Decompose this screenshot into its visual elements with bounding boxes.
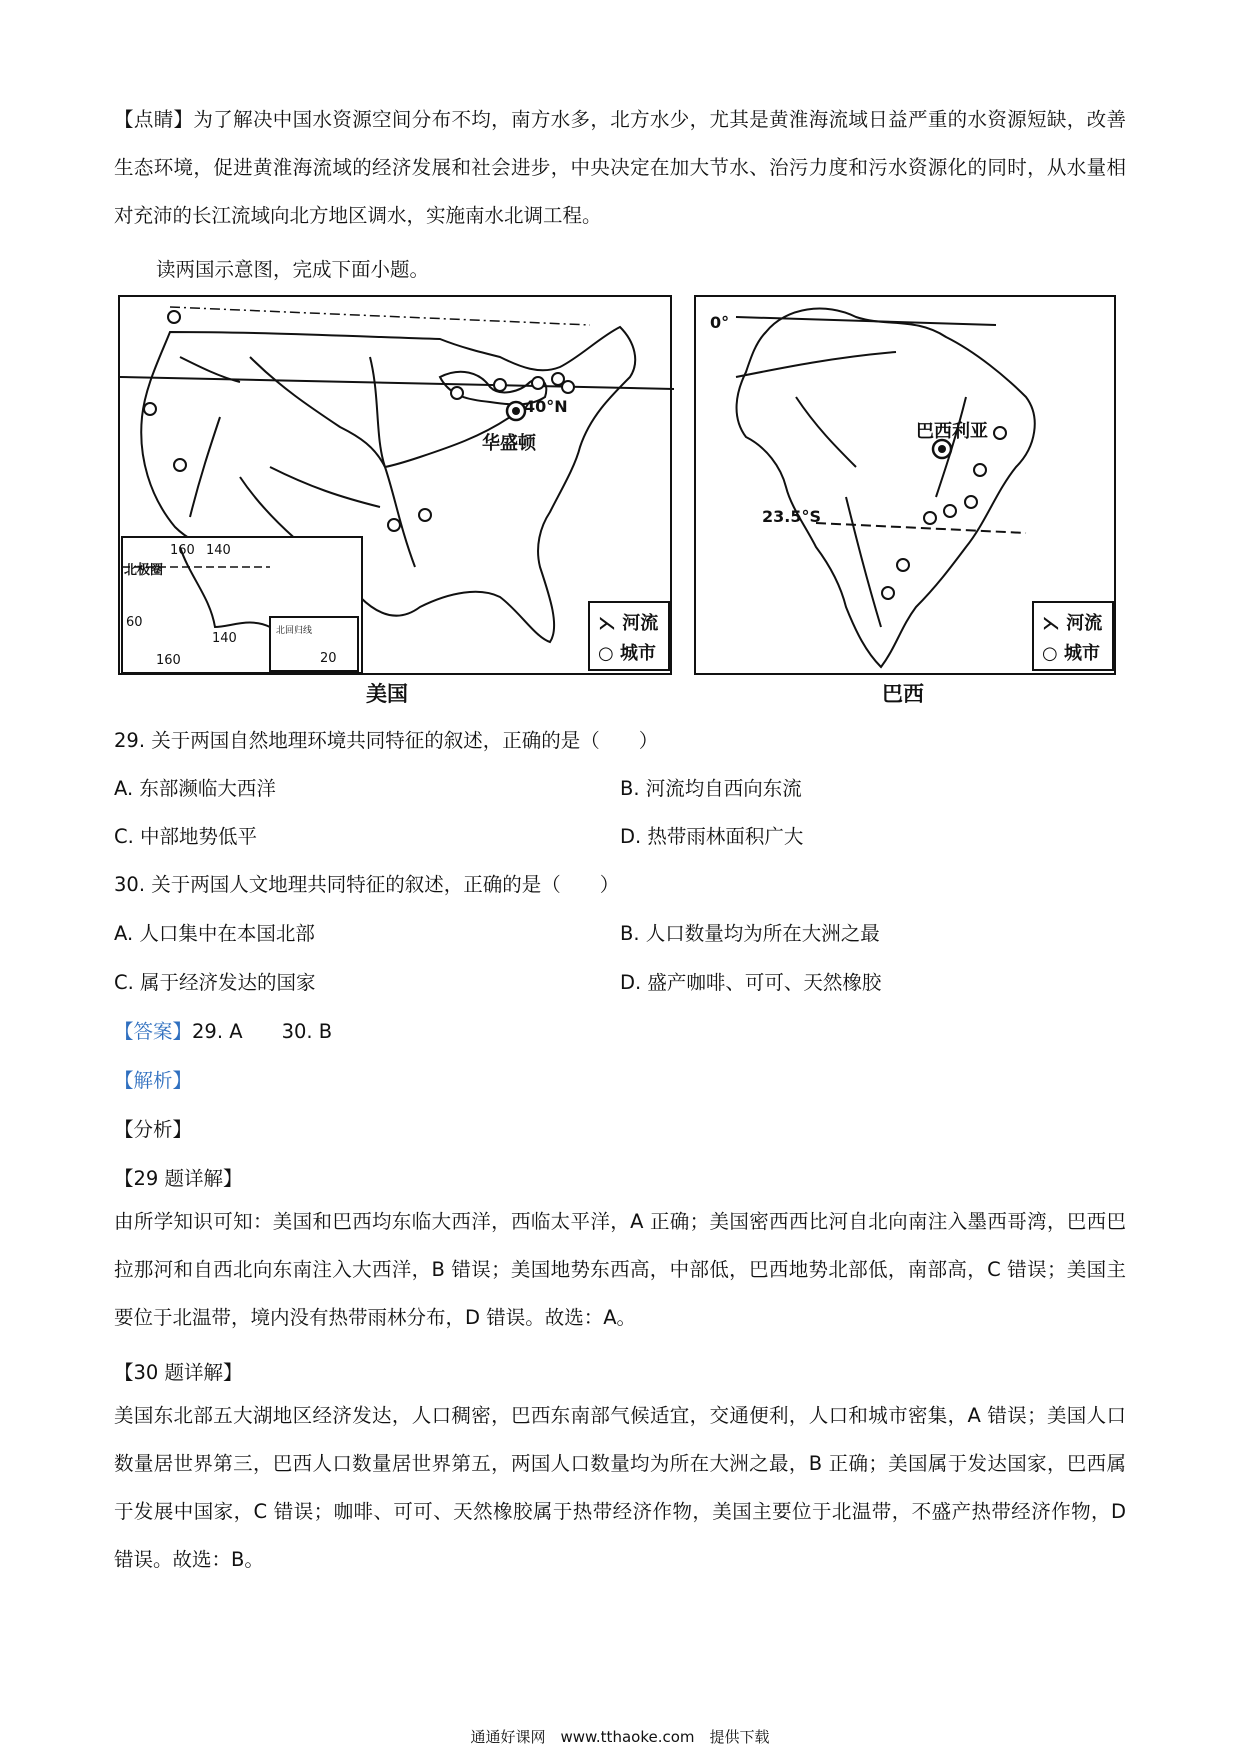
- usa-legend-river: ⋋ 河流: [598, 613, 659, 634]
- inset-160a: 160: [170, 543, 195, 558]
- answer-line: [114, 1016, 332, 1044]
- answer-text: 29. A 30. B: [192, 1020, 333, 1043]
- tip-text: 为了解决中国水资源空间分布不均，南方水多，北方水少，尤其是黄淮海流域日益严重的水资源短缺，改善生态环境，促进黄淮海流域的经济发展和社会进步，中央决定在加大节水、治污力度和污水资源化的同时，从水量相对充沛的长江流域向北方地区调水，实施南水北调工程。: [114, 108, 1126, 227]
- footer-credit: 通通好课网 www.tthaoke.com 提供下载: [470, 1728, 770, 1746]
- usa-legend-city: ○ 城市: [598, 643, 656, 664]
- brazil-map-caption: 巴西: [882, 682, 924, 706]
- brazil-map: [694, 295, 1116, 675]
- detail-30-text: 美国东北部五大湖地区经济发达，人口稠密，巴西东南部气候适宜，交通便利，人口和城市密集，A 错误；美国人口数量居世界第三，巴西人口数量居世界第五，两国人口数量均为所在大洲之最，B 正确；美国属于发达国家，巴西属于发展中国家，C 错误；咖啡、可可、天然橡胶属于热带经济作物，美国主要位于北温带，不盛产热带经济作物，D 错误。故选：B。: [114, 1404, 1126, 1571]
- border-line: [170, 307, 590, 325]
- inset-140a: 140: [206, 543, 231, 558]
- washington-marker: [507, 402, 525, 420]
- usa-cities: [144, 311, 574, 531]
- usa-map-caption: 美国: [366, 682, 408, 706]
- usa-legend: [588, 601, 670, 671]
- city-symbol-icon: ○: [598, 643, 620, 664]
- inset-60: 60: [126, 615, 143, 630]
- analysis-subheading: 【分析】: [114, 1118, 193, 1141]
- question-29-stem: 29. 关于两国自然地理环境共同特征的叙述，正确的是（ ）: [114, 729, 659, 752]
- inset-140b: 140: [212, 631, 237, 646]
- question-30-option-d: D. 盛产咖啡、可可、天然橡胶: [620, 971, 882, 994]
- river-mississippi: [370, 357, 415, 567]
- river-parana: [846, 497, 881, 627]
- question-30-option-a: A. 人口集中在本国北部: [114, 922, 315, 945]
- question-30-option-c: C. 属于经济发达的国家: [114, 971, 316, 994]
- detail-29-text: 由所学知识可知：美国和巴西均东临大西洋，西临太平洋，A 正确；美国密西西比河自北向南注入墨西哥湾，巴西巴拉那河和自西北向东南注入大西洋，B 错误；美国地势东西高，中部低，巴西地势北部低，南部高，C 错误；美国主要位于北温带，境内没有热带雨林分布，D 错误。故选：A。: [114, 1210, 1126, 1329]
- tip-label: 【点睛】: [114, 108, 194, 131]
- river-symbol-icon: ⋋: [598, 613, 623, 634]
- city-symbol-icon: ○: [1042, 643, 1064, 664]
- detail-29-heading: 【29 题详解】: [114, 1167, 243, 1190]
- river-missouri: [250, 357, 385, 467]
- inset-small-label: 北回归线: [276, 626, 313, 636]
- latitude-40-line: [120, 377, 674, 389]
- river-tributary: [796, 397, 856, 467]
- tropic-line: [816, 523, 1026, 533]
- instruction: 读两国示意图，完成下面小题。: [156, 258, 430, 281]
- lat-40-label: 40°N: [524, 397, 568, 416]
- brasilia-label: 巴西利亚: [916, 421, 988, 442]
- question-29-option-d: D. 热带雨林面积广大: [620, 825, 804, 848]
- river-amazon: [736, 352, 896, 377]
- equator-label: 0°: [710, 313, 730, 332]
- question-30-stem: 30. 关于两国人文地理共同特征的叙述，正确的是（ ）: [114, 873, 620, 896]
- river-symbol-icon: ⋋: [1042, 613, 1067, 634]
- analysis-label: 【解析】: [114, 1069, 193, 1092]
- tip-paragraph: [114, 96, 1126, 240]
- brazil-legend: [1032, 601, 1114, 671]
- inset-20: 20: [320, 651, 337, 666]
- river-arkansas: [270, 467, 380, 507]
- usa-map: [118, 295, 672, 675]
- question-29-option-b: B. 河流均自西向东流: [620, 777, 802, 800]
- answer-label: 【答案】: [114, 1020, 193, 1043]
- brazil-legend-river: ⋋ 河流: [1042, 613, 1103, 634]
- question-30-option-b: B. 人口数量均为所在大洲之最: [620, 922, 880, 945]
- tropic-label: 23.5°S: [762, 507, 821, 526]
- detail-30-heading: 【30 题详解】: [114, 1361, 243, 1384]
- brazil-outline: [737, 309, 1035, 667]
- river-colorado: [190, 417, 220, 517]
- question-29-option-a: A. 东部濒临大西洋: [114, 777, 276, 800]
- brazil-legend-city: ○ 城市: [1042, 643, 1100, 664]
- arctic-label: 北极圈: [124, 563, 164, 578]
- washington-label: 华盛顿: [482, 433, 536, 454]
- question-29-option-c: C. 中部地势低平: [114, 825, 258, 848]
- inset-160b: 160: [156, 653, 181, 668]
